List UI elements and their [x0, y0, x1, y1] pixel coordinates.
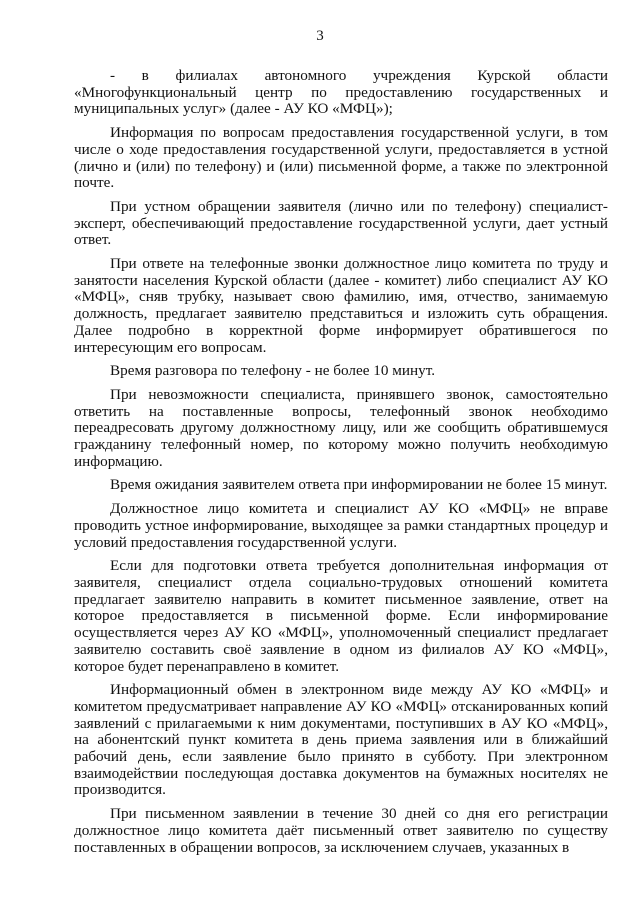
paragraph: При ответе на телефонные звонки должностное лицо комитета по труду и занятости населения Курской области (далее - комитет) либо специалист АУ КО «МФЦ», сняв трубку, называет свою фамилию, имя, отчество, занимаемую должность, предлагает заявителю представиться и изложить суть обращения. Далее подробно в корректной форме информирует обратившегося по интересующим его вопросам. [74, 255, 608, 356]
paragraph: При невозможности специалиста, принявшего звонок, самостоятельно ответить на поставленные вопросы, телефонный звонок необходимо переадресовать другому должностному лицу, или же сообщить обратившемуся гражданину телефонный номер, по которому можно получить необходимую информацию. [74, 385, 608, 470]
paragraph: При письменном заявлении в течение 30 дней со дня его регистрации должностное лицо комитета даёт письменный ответ заявителю по существу поставленных в обращении вопросов, за исключением случаев, указанных в [74, 805, 608, 856]
document-body [74, 68, 608, 863]
paragraph: При устном обращении заявителя (лично или по телефону) специалист-эксперт, обеспечивающий предоставление государственной услуги, дает устный ответ. [74, 197, 608, 249]
paragraph: Должностное лицо комитета и специалист АУ КО «МФЦ» не вправе проводить устное информирование, выходящее за рамки стандартных процедур и условий предоставления государственной услуги. [74, 500, 608, 551]
paragraph: Информационный обмен в электронном виде между АУ КО «МФЦ» и комитетом предусматривает направление АУ КО «МФЦ» отсканированных копий заявлений с прилагаемыми к ним документами, поступивших в АУ КО «МФЦ», на абонентский пункт комитета в день приема заявления или в ближайший рабочий день, если заявление было принято в субботу. При электронном взаимодействии последующая доставка документов на бумажных носителях не производится. [74, 681, 608, 799]
paragraph: Время ожидания заявителем ответа при информировании не более 15 минут. [110, 476, 608, 494]
page-number: 3 [316, 28, 324, 44]
paragraph: Время разговора по телефону - не более 10 минут. [110, 362, 436, 380]
paragraph: - в филиалах автономного учреждения Курской области «Многофункциональный центр по предоставлению государственных и муниципальных услуг» (далее - АУ КО «МФЦ»); [74, 67, 608, 118]
paragraph: Информация по вопросам предоставления государственной услуги, в том числе о ходе предоставления государственной услуги, предоставляется в устной (лично и (или) по телефону) и (или) письменной форме, а также по электронной почте. [74, 124, 608, 192]
paragraph: Если для подготовки ответа требуется дополнительная информация от заявителя, специалист отдела социально-трудовых отношений комитета предлагает заявителю направить в комитет письменное заявление, ответ на которое предоставляется в письменной форме. Если информирование осуществляется через АУ КО «МФЦ», уполномоченный специалист предлагает заявителю составить своё заявление в одном из филиалов АУ КО «МФЦ», которое будет перенаправлено в комитет. [74, 557, 608, 675]
